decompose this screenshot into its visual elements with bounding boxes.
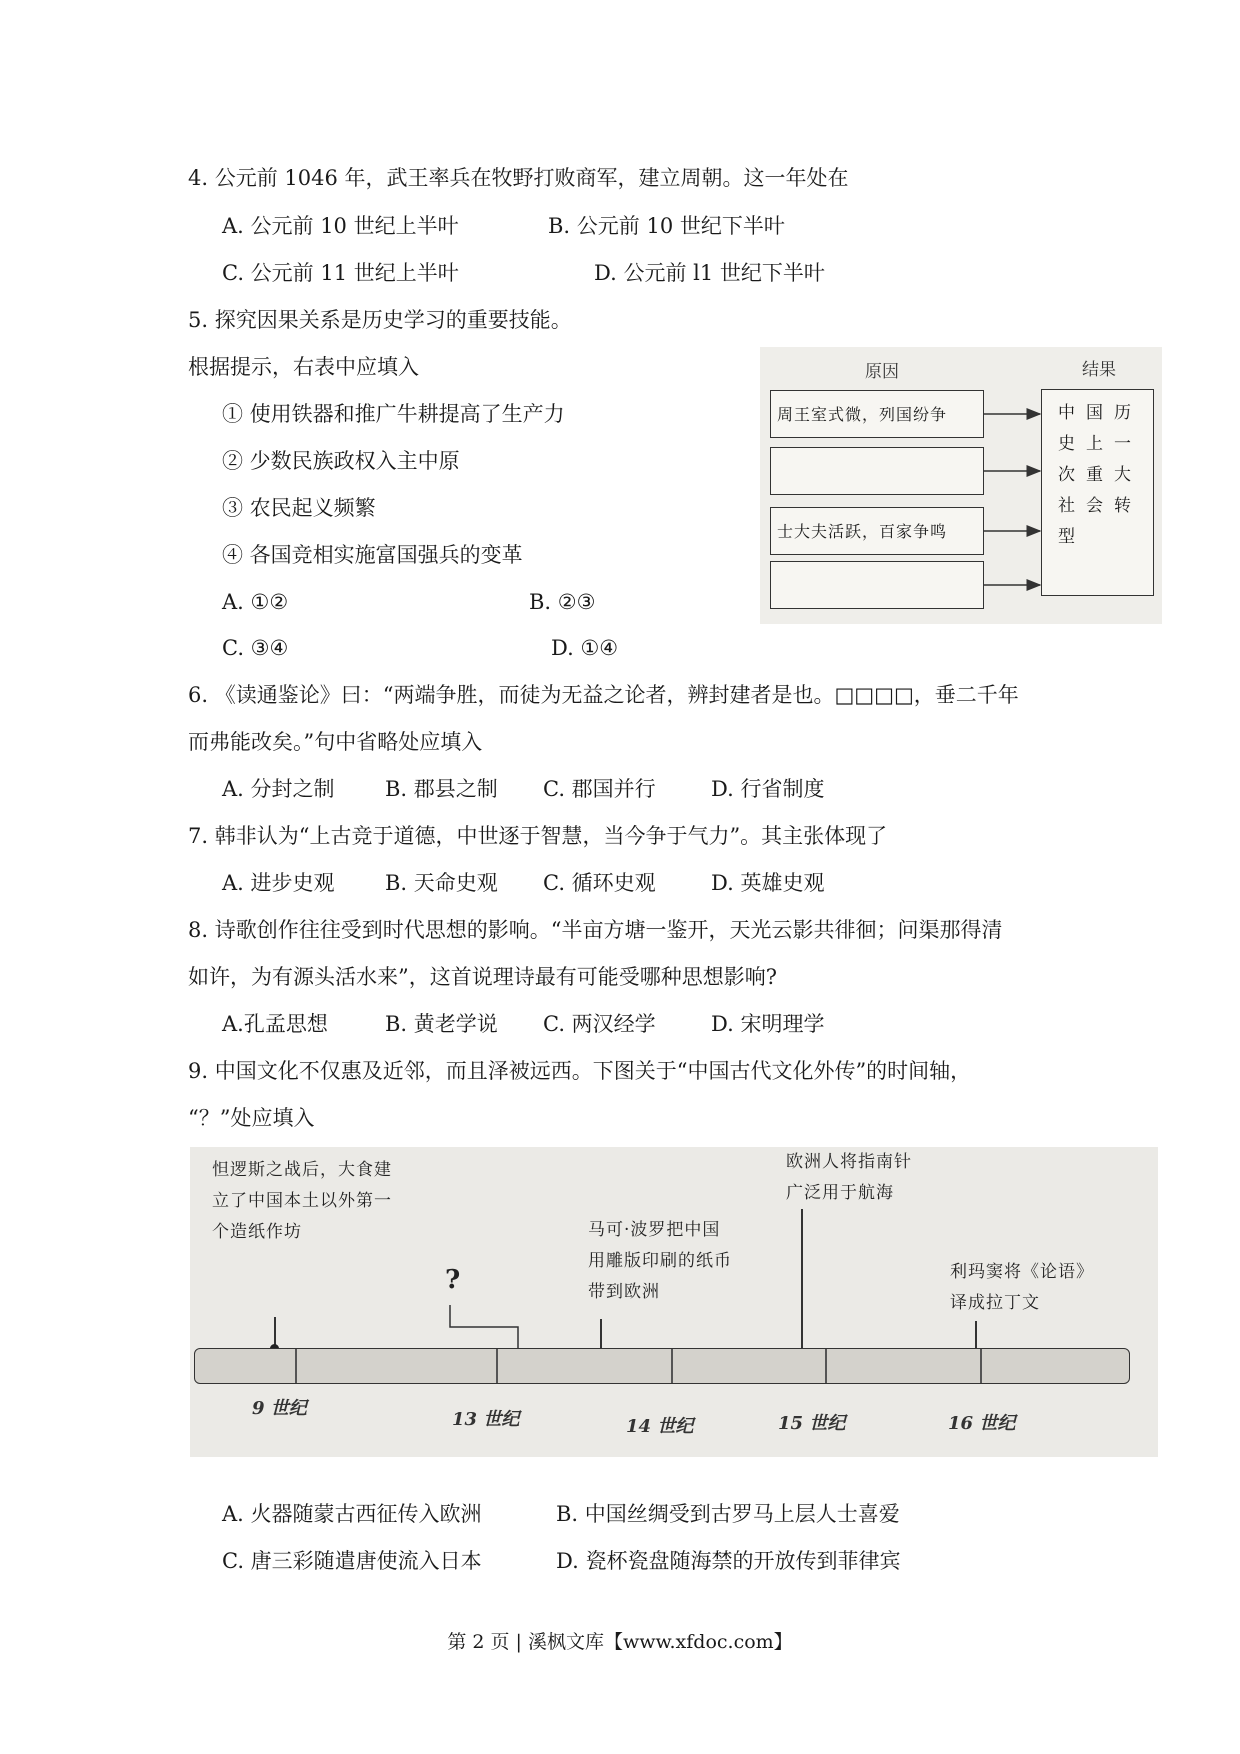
- timeline-tick: [825, 1349, 827, 1383]
- result-text: [1058, 398, 1142, 553]
- q9-stem-line1: 9. 中国文化不仅惠及近邻，而且泽被远西。下图关于“中国古代文化外传”的时间轴，: [188, 1059, 972, 1083]
- q4-stem: 4. 公元前 1046 年，武王率兵在牧野打败商军，建立周朝。这一年处在: [188, 166, 849, 190]
- result-header: 结果: [1082, 360, 1116, 380]
- q5-item-3: ③ 农民起义频繁: [222, 496, 376, 520]
- q8-option-a: A.孔孟思想: [222, 1012, 328, 1036]
- q7-stem: 7. 韩非认为“上古竞于道德，中世逐于智慧，当今争于气力”。其主张体现了: [188, 824, 888, 848]
- q9-stem-line2: “？”处应填入: [188, 1106, 315, 1130]
- result-char: 会: [1086, 496, 1103, 516]
- result-char: 社: [1058, 496, 1075, 516]
- q5-item-4: ④ 各国竞相实施富国强兵的变革: [222, 543, 523, 567]
- q6-stem-line1: 6. 《读通鉴论》曰：“两端争胜，而徒为无益之论者，辨封建者是也。□□□□，垂二千年: [188, 683, 1019, 707]
- q8-stem-line1: 8. 诗歌创作往往受到时代思想的影响。“半亩方塘一鉴开，天光云影共徘徊；问渠那得清: [188, 918, 1003, 942]
- q6-option-b: B. 郡县之制: [385, 777, 498, 801]
- q4-option-d: D. 公元前 l1 世纪下半叶: [594, 261, 825, 285]
- q4-option-c: C. 公元前 11 世纪上半叶: [222, 261, 459, 285]
- cause-box-3: 士大夫活跃，百家争鸣: [770, 507, 984, 555]
- result-char: 次: [1058, 465, 1075, 485]
- q5-option-d: D. ①④: [551, 636, 619, 660]
- result-char: 中: [1058, 403, 1075, 423]
- q5-stem: 5. 探究因果关系是历史学习的重要技能。: [188, 308, 572, 332]
- result-char: 型: [1058, 527, 1075, 547]
- cause-effect-diagram: [760, 347, 1162, 624]
- timeline-tick: [295, 1349, 297, 1383]
- cause-box-1: 周王室式微，列国纷争: [770, 390, 984, 438]
- cause-header: 原因: [865, 362, 899, 382]
- q6-stem-line2: 而弗能改矣。”句中省略处应填入: [188, 730, 483, 754]
- q5-prompt: 根据提示，右表中应填入: [188, 355, 419, 379]
- q6-option-d: D. 行省制度: [711, 777, 825, 801]
- result-char: 国: [1086, 403, 1103, 423]
- q5-option-c: C. ③④: [222, 636, 289, 660]
- q9-option-c: C. 唐三彩随遣唐使流入日本: [222, 1549, 482, 1573]
- century-label-16: 16 世纪: [948, 1413, 1016, 1434]
- q9-option-b: B. 中国丝绸受到古罗马上层人士喜爱: [556, 1502, 900, 1526]
- q8-option-b: B. 黄老学说: [385, 1012, 498, 1036]
- result-char: 大: [1114, 465, 1131, 485]
- timeline-stem-3: [801, 1209, 803, 1357]
- q5-option-a: A. ①②: [222, 590, 289, 614]
- page-footer: 第 2 页 | 溪枫文库【www.xfdoc.com】: [447, 1631, 793, 1653]
- q6-option-a: A. 分封之制: [222, 777, 335, 801]
- q8-option-d: D. 宋明理学: [711, 1012, 825, 1036]
- result-char: 转: [1114, 496, 1131, 516]
- century-label-9: 9 世纪: [252, 1398, 307, 1419]
- q5-item-2: ② 少数民族政权入主中原: [222, 449, 460, 473]
- q7-option-d: D. 英雄史观: [711, 871, 825, 895]
- timeline-tick: [671, 1349, 673, 1383]
- culture-timeline: [190, 1147, 1158, 1457]
- q8-stem-line2: 如许，为有源头活水来”，这首说理诗最有可能受哪种思想影响?: [188, 965, 777, 989]
- q9-option-d: D. 瓷杯瓷盘随海禁的开放传到菲律宾: [556, 1549, 901, 1573]
- q4-option-b: B. 公元前 10 世纪下半叶: [548, 214, 785, 238]
- timeline-event-4: 利玛窦将《论语》 译成拉丁文: [950, 1262, 1094, 1313]
- result-char: 史: [1058, 434, 1075, 454]
- timeline-tick: [980, 1349, 982, 1383]
- q5-option-b: B. ②③: [529, 590, 596, 614]
- century-label-13: 13 世纪: [452, 1409, 520, 1430]
- q7-option-c: C. 循环史观: [543, 871, 656, 895]
- result-char: 一: [1114, 434, 1131, 454]
- century-label-14: 14 世纪: [626, 1416, 694, 1437]
- result-char: 历: [1114, 403, 1131, 423]
- timeline-tick: [496, 1349, 498, 1383]
- timeline-question-mark: ?: [445, 1265, 461, 1295]
- q7-option-a: A. 进步史观: [222, 871, 335, 895]
- timeline-bar: [194, 1348, 1130, 1384]
- timeline-event-1: 怛逻斯之战后，大食建 立了中国本土以外第一 个造纸作坊: [212, 1160, 392, 1242]
- q6-option-c: C. 郡国并行: [543, 777, 656, 801]
- q5-item-1: ① 使用铁器和推广牛耕提高了生产力: [222, 402, 565, 426]
- q9-option-a: A. 火器随蒙古西征传入欧洲: [222, 1502, 482, 1526]
- timeline-event-2: 马可·波罗把中国 用雕版印刷的纸币 带到欧洲: [588, 1220, 732, 1302]
- result-char: 上: [1086, 434, 1103, 454]
- q8-option-c: C. 两汉经学: [543, 1012, 656, 1036]
- q7-option-b: B. 天命史观: [385, 871, 498, 895]
- result-box: [1041, 389, 1154, 596]
- timeline-event-3: 欧洲人将指南针 广泛用于航海: [786, 1152, 912, 1203]
- q4-option-a: A. 公元前 10 世纪上半叶: [222, 214, 459, 238]
- result-char: 重: [1086, 465, 1103, 485]
- century-label-15: 15 世纪: [778, 1413, 846, 1434]
